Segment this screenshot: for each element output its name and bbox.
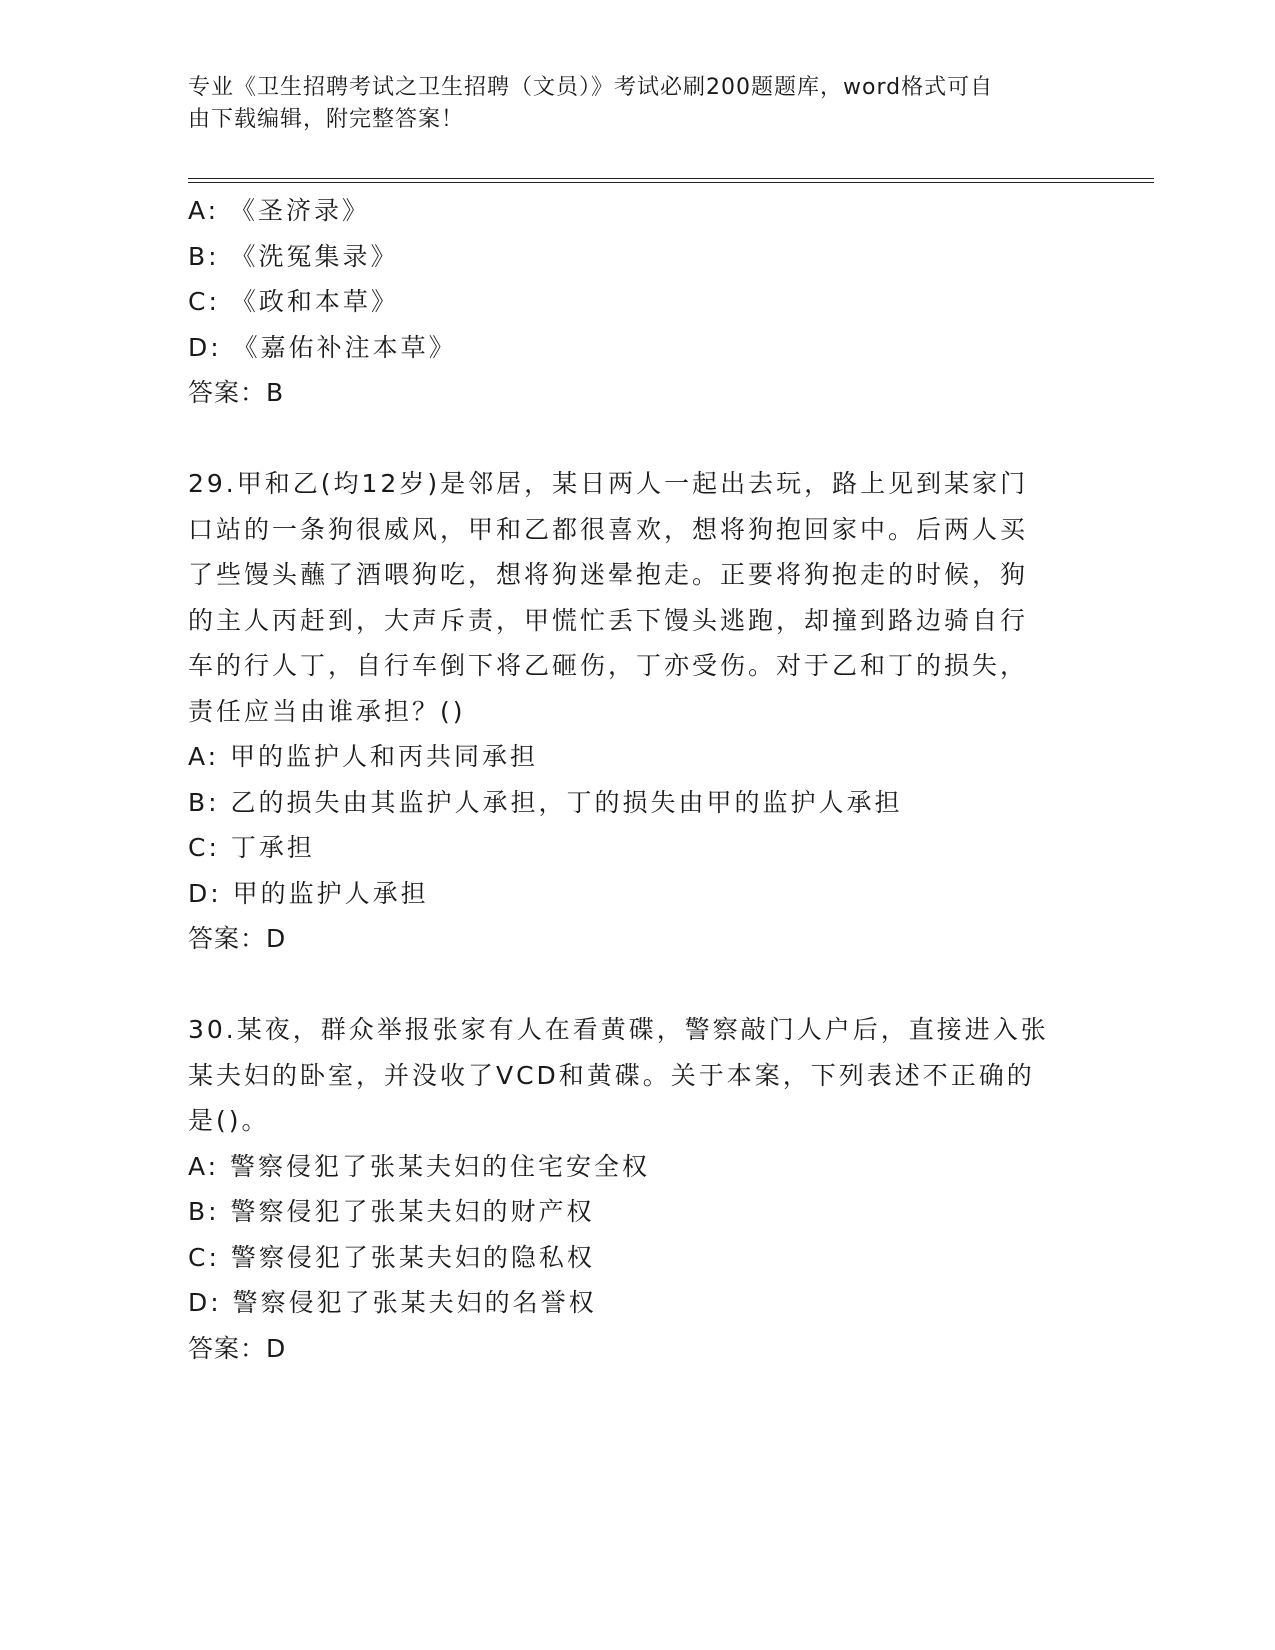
question-stem-line: 的主人丙赶到，大声斥责，甲慌忙丢下馒头逃跑，却撞到路边骑自行 xyxy=(188,605,1029,635)
question-stem-line: 某夫妇的卧室，并没收了VCD和黄碟。关于本案，下列表述不正确的 xyxy=(188,1060,1035,1090)
question-29 xyxy=(188,461,1088,962)
option-a: A: 警察侵犯了张某夫妇的住宅安全权 xyxy=(188,1151,651,1181)
question-stem-line: 了些馒头蘸了酒喂狗吃，想将狗迷晕抱走。正要将狗抱走的时候，狗 xyxy=(188,560,1029,589)
question-stem-line: 车的行人丁，自行车倒下将乙砸伤，丁亦受伤。对于乙和丁的损失， xyxy=(188,651,1029,680)
option-b: B: 《洗冤集录》 xyxy=(188,241,399,271)
answer-line: 答案：D xyxy=(188,924,287,953)
document-header xyxy=(188,72,1068,136)
question-stem-line: 口站的一条狗很威风，甲和乙都很喜欢，想将狗抱回家中。后两人买 xyxy=(188,514,1029,544)
answer-line: 答案：D xyxy=(188,1333,287,1363)
question-stem-line: 30.某夜，群众举报张家有人在看黄碟，警察敲门人户后，直接进入张 xyxy=(188,1015,1049,1044)
option-d: D: 甲的监护人承担 xyxy=(188,878,429,908)
option-d: D: 《嘉佑补注本草》 xyxy=(188,332,457,362)
option-a: A: 《圣济录》 xyxy=(188,196,371,225)
question-30 xyxy=(188,1007,1088,1371)
spacer xyxy=(188,962,1088,1008)
spacer xyxy=(188,416,1088,462)
option-c: C: 丁承担 xyxy=(188,833,315,862)
question-stem-line: 29.甲和乙(均12岁)是邻居，某日两人一起出去玩，路上见到某家门 xyxy=(188,469,1029,498)
question-list xyxy=(188,188,1088,1371)
question-28 xyxy=(188,188,1088,416)
option-a: A: 甲的监护人和丙共同承担 xyxy=(188,742,539,771)
option-c: C: 警察侵犯了张某夫妇的隐私权 xyxy=(188,1242,595,1272)
option-b: B: 警察侵犯了张某夫妇的财产权 xyxy=(188,1197,595,1226)
question-stem-line: 责任应当由谁承担？() xyxy=(188,696,466,726)
option-d: D: 警察侵犯了张某夫妇的名誉权 xyxy=(188,1288,597,1317)
question-stem-line: 是()。 xyxy=(188,1106,270,1135)
header-line-2: 由下载编辑，附完整答案！ xyxy=(188,107,465,132)
option-c: C: 《政和本草》 xyxy=(188,287,399,316)
option-b: B: 乙的损失由其监护人承担，丁的损失由甲的监护人承担 xyxy=(188,787,903,817)
header-line-1: 专业《卫生招聘考试之卫生招聘（文员）》考试必刷200题题库，word格式可自 xyxy=(188,75,994,100)
header-divider xyxy=(188,178,1154,183)
answer-line: 答案：B xyxy=(188,378,285,407)
